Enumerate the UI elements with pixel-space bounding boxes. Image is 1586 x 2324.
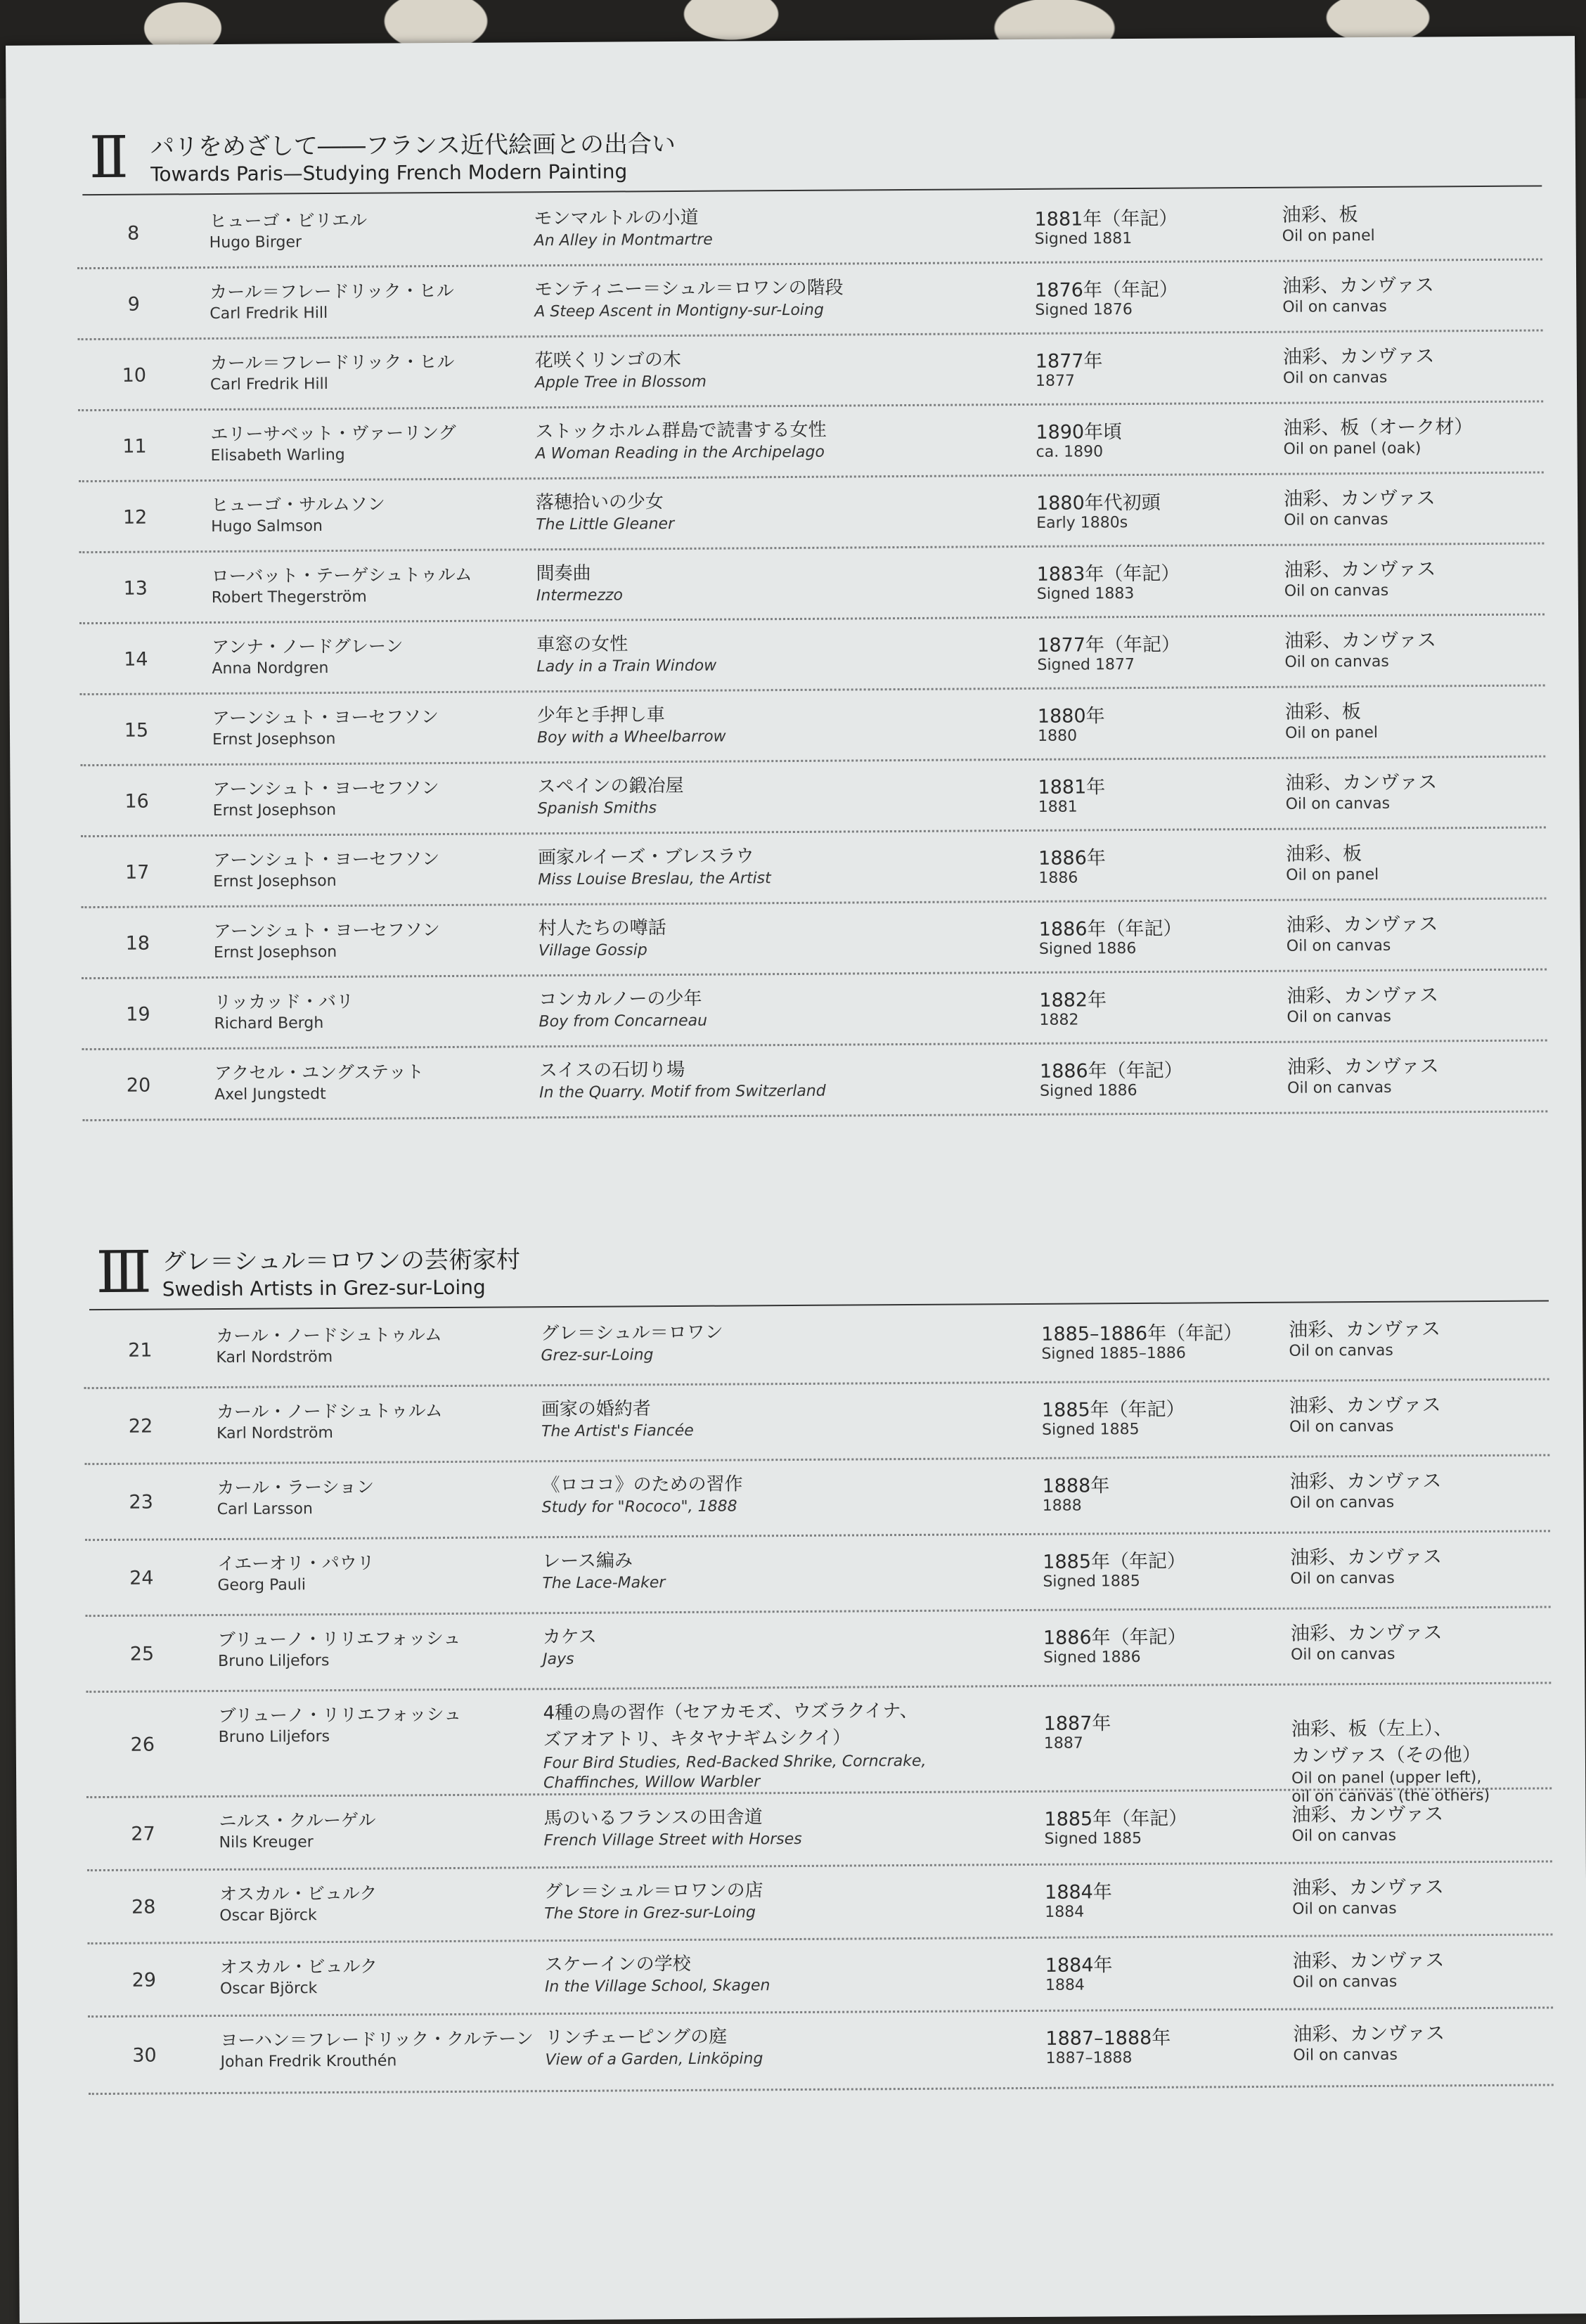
medium-ja: 油彩、カンヴァス: [1286, 913, 1438, 936]
title-en: The Artist's Fiancée: [541, 1421, 694, 1441]
title-ja: グレ＝シュル＝ロワン: [541, 1322, 723, 1345]
date-en: Signed 1885: [1043, 1572, 1140, 1591]
artwork-number: 12: [122, 506, 148, 529]
artist-name-en: Oscar Björck: [219, 1980, 318, 1999]
artwork-row: [10, 686, 1580, 767]
medium-ja-line2: カンヴァス（その他）: [1291, 1744, 1481, 1767]
artwork-row: [18, 1935, 1586, 2018]
title-en: A Steep Ascent in Montigny-sur-Loing: [534, 301, 824, 321]
artist-name-en: Ernst Josephson: [213, 943, 337, 962]
date-en: 1880: [1037, 727, 1078, 745]
artwork-number: 13: [123, 577, 148, 600]
medium-ja: 油彩、板（左上）、: [1291, 1717, 1453, 1741]
title-en: Spanish Smiths: [537, 799, 657, 818]
artist-name-en: Oscar Björck: [219, 1906, 317, 1925]
artist-name-en: Karl Nordström: [216, 1348, 333, 1367]
date-ja: 1877年: [1035, 350, 1103, 373]
title-ja: スペインの鍛冶屋: [537, 775, 684, 798]
date-en: 1888: [1042, 1497, 1082, 1515]
medium-en: Oil on panel (upper left),: [1291, 1769, 1482, 1788]
artwork-row: [16, 1786, 1586, 1872]
title-en: Lady in a Train Window: [536, 657, 717, 676]
artwork-number: 19: [126, 1003, 150, 1026]
date-ja: 1885年（年記）: [1044, 1807, 1188, 1831]
title-ja: 画家ルイーズ・ブレスラウ: [538, 846, 754, 869]
artist-name-ja: ヒューゴ・ビリエル: [209, 209, 368, 232]
date-ja: 1883年（年記）: [1036, 562, 1180, 586]
medium-en: Oil on canvas: [1284, 581, 1389, 600]
medium-en: Oil on canvas: [1290, 1645, 1395, 1664]
date-ja: 1880年: [1037, 705, 1105, 728]
artwork-row: [8, 544, 1578, 625]
title-en: An Alley in Montmartre: [534, 231, 713, 250]
title-en: The Store in Grez-sur-Loing: [544, 1904, 756, 1923]
medium-en: Oil on canvas: [1290, 1569, 1395, 1588]
medium-ja: 油彩、カンヴァス: [1290, 1622, 1443, 1645]
medium-ja: 油彩、板: [1282, 204, 1358, 226]
artwork-row: [15, 1532, 1585, 1618]
artwork-row: [6, 189, 1576, 270]
artwork-row: [8, 402, 1578, 483]
medium-en: Oil on canvas: [1286, 936, 1391, 955]
artwork-number: 10: [122, 364, 147, 387]
medium-en: Oil on canvas: [1289, 1417, 1394, 1436]
artist-name-en: Karl Nordström: [217, 1424, 333, 1443]
artist-name-en: Anna Nordgren: [212, 659, 329, 678]
artist-name-en: Carl Fredrik Hill: [209, 375, 328, 394]
date-ja: 1881年: [1038, 776, 1106, 799]
title-ja: 落穂拾いの少女: [535, 491, 664, 514]
artwork-number: 17: [124, 861, 150, 884]
title-ja: モンマルトルの小道: [534, 207, 699, 230]
artist-name-ja: アーンシュト・ヨーセフソン: [213, 919, 440, 942]
date-en: 1886: [1038, 869, 1078, 887]
title-ja: 画家の婚約者: [541, 1398, 651, 1421]
artist-name-en: Georg Pauli: [217, 1576, 307, 1595]
artwork-number: 29: [131, 1969, 157, 1991]
title-en: Apple Tree in Blossom: [534, 373, 707, 392]
medium-en: Oil on canvas: [1289, 1341, 1393, 1360]
date-en: 1877: [1035, 372, 1076, 390]
artist-name-en: Axel Jungstedt: [214, 1085, 326, 1104]
artist-name-ja: アーンシュト・ヨーセフソン: [212, 777, 439, 800]
title-en: Four Bird Studies, Red-Backed Shrike, Corncrake,: [543, 1752, 927, 1773]
date-en: 1884: [1045, 1903, 1085, 1921]
section-title-ja: グレ＝シュル＝ロワンの芸術家村: [162, 1246, 521, 1277]
artwork-row: [14, 1380, 1584, 1466]
section-numeral: Ⅲ: [96, 1239, 153, 1307]
artist-name-en: Hugo Birger: [209, 233, 302, 252]
artist-name-ja: ブリューノ・リリエフォッシュ: [217, 1627, 461, 1651]
title-ja: 花咲くリンゴの木: [534, 349, 681, 372]
section-title-en: Towards Paris—Studying French Modern Painting: [150, 160, 628, 186]
date-ja: 1886年（年記）: [1038, 917, 1182, 941]
artist-name-ja: オスカル・ビュルク: [219, 1883, 378, 1905]
artwork-number: 8: [127, 222, 140, 245]
catalogue-page: [6, 36, 1586, 2323]
title-ja: 少年と手押し車: [536, 704, 665, 727]
date-ja: 1876年（年記）: [1035, 278, 1178, 302]
artist-name-en: Nils Kreuger: [219, 1833, 314, 1852]
date-ja: 1886年（年記）: [1039, 1059, 1183, 1083]
title-en: Grez-sur-Loing: [541, 1346, 654, 1365]
artist-name-ja: カール＝フレードリック・ヒル: [209, 280, 454, 303]
artist-name-en: Ernst Josephson: [213, 872, 337, 891]
medium-ja: 油彩、カンヴァス: [1293, 2022, 1445, 2046]
title-en: Jays: [542, 1650, 574, 1669]
artwork-number: 23: [129, 1491, 153, 1513]
artwork-number: 16: [124, 790, 149, 813]
date-ja: 1886年（年記）: [1043, 1626, 1187, 1649]
title-ja: 車窓の女性: [536, 633, 628, 656]
artwork-number: 28: [131, 1896, 156, 1918]
row-divider: [89, 2084, 1554, 2095]
title-ja: ストックホルム群島で読書する女性: [535, 419, 827, 443]
title-en: In the Quarry. Motif from Switzerland: [539, 1082, 826, 1102]
section-3: [13, 1203, 1582, 2072]
artist-name-en: Robert Thegerström: [211, 588, 367, 607]
medium-en: Oil on panel: [1284, 723, 1379, 742]
title-ja: 馬のいるフランスの田舎道: [543, 1807, 763, 1830]
title-en: Village Gossip: [538, 941, 647, 960]
medium-ja: 油彩、カンヴァス: [1289, 1394, 1441, 1417]
artist-name-ja: ブリューノ・リリエフォッシュ: [218, 1703, 462, 1726]
medium-en: Oil on panel (oak): [1283, 439, 1421, 458]
medium-ja: 油彩、カンヴァス: [1290, 1546, 1443, 1569]
artist-name-ja: リッカッド・バリ: [214, 990, 354, 1013]
artist-name-en: Bruno Liljefors: [218, 1728, 330, 1747]
title-ja: レース編み: [542, 1550, 633, 1573]
medium-ja: 油彩、カンヴァス: [1284, 629, 1437, 652]
medium-ja: 油彩、板: [1284, 701, 1361, 723]
date-en: Signed 1885: [1044, 1829, 1142, 1848]
date-ja: 1886年: [1038, 847, 1106, 870]
title-ja: 《ロココ》のための習作: [541, 1473, 743, 1497]
artwork-number: 25: [129, 1643, 155, 1665]
date-ja: 1885–1886年（年記）: [1041, 1322, 1243, 1345]
artist-name-ja: カール＝フレードリック・ヒル: [209, 351, 455, 374]
artwork-row: [14, 1456, 1584, 1542]
artist-name-ja: カール・ノードシュトゥルム: [216, 1400, 443, 1423]
artist-name-ja: オスカル・ビュルク: [219, 1956, 378, 1978]
date-ja: 1887年: [1043, 1712, 1111, 1735]
artist-name-ja: ローバット・テーゲシュトゥルム: [211, 564, 472, 587]
date-ja: 1885年（年記）: [1043, 1550, 1187, 1573]
artwork-row: [15, 1608, 1585, 1693]
artwork-row: [12, 1041, 1582, 1122]
artwork-number: 27: [131, 1823, 155, 1845]
artwork-number: 30: [132, 2044, 157, 2067]
artist-name-en: Ernst Josephson: [212, 801, 337, 820]
medium-en: Oil on canvas: [1282, 297, 1387, 316]
artwork-row: [17, 1862, 1586, 1945]
date-en: Signed 1877: [1037, 656, 1135, 674]
medium-en: Oil on canvas: [1287, 1078, 1392, 1097]
medium-ja: 油彩、カンヴァス: [1287, 1055, 1439, 1078]
medium-en: Oil on canvas: [1292, 1899, 1397, 1918]
artwork-row: [13, 1304, 1583, 1390]
date-en: 1881: [1038, 798, 1078, 816]
title-en: The Little Gleaner: [536, 515, 675, 534]
medium-ja: 油彩、カンヴァス: [1283, 487, 1436, 510]
artist-name-ja: カール・ラーション: [217, 1476, 375, 1499]
title-en-line2: Chaffinches, Willow Warbler: [543, 1773, 761, 1793]
artwork-number: 18: [125, 932, 150, 955]
medium-en: Oil on canvas: [1282, 368, 1388, 387]
date-en: Early 1880s: [1036, 514, 1128, 532]
title-en: The Lace-Maker: [542, 1574, 666, 1593]
date-ja: 1887–1888年: [1045, 2027, 1171, 2050]
title-ja: 村人たちの噂話: [538, 917, 666, 940]
title-en: View of a Garden, Linköping: [545, 2050, 763, 2070]
date-en: ca. 1890: [1036, 443, 1104, 461]
artist-name-en: Carl Fredrik Hill: [209, 304, 328, 323]
artwork-number: 15: [124, 719, 149, 742]
artwork-row: [11, 828, 1580, 909]
date-ja: 1884年: [1045, 1881, 1112, 1904]
medium-ja: 油彩、カンヴァス: [1292, 1949, 1445, 1973]
artwork-number: 9: [127, 293, 140, 316]
title-ja: モンティニー＝シュル＝ロワンの階段: [534, 277, 844, 301]
date-ja: 1877年（年記）: [1037, 633, 1181, 657]
medium-en: Oil on canvas: [1285, 794, 1391, 813]
section-title-en: Swedish Artists in Grez-sur-Loing: [162, 1275, 486, 1301]
medium-en: Oil on canvas: [1292, 1973, 1398, 1991]
title-en: In the Village School, Skagen: [544, 1977, 771, 1996]
artist-name-ja: エリーサベット・ヴァーリング: [210, 422, 456, 445]
title-ja: コンカルノーの少年: [539, 988, 702, 1011]
artist-name-ja: ニルス・クルーゲル: [219, 1809, 376, 1832]
artwork-number: 21: [128, 1339, 153, 1362]
date-ja: 1881年（年記）: [1034, 207, 1178, 231]
date-en: 1887: [1043, 1734, 1083, 1752]
medium-ja: 油彩、板: [1285, 843, 1362, 865]
section-numeral: Ⅱ: [89, 124, 129, 192]
artwork-number: 20: [126, 1074, 151, 1097]
medium-en: Oil on canvas: [1289, 1493, 1395, 1512]
artist-name-ja: イエーオリ・パウリ: [217, 1552, 375, 1575]
artwork-row: [10, 757, 1580, 838]
medium-en: Oil on canvas: [1287, 1007, 1391, 1026]
medium-ja: 油彩、カンヴァス: [1282, 274, 1434, 297]
artwork-row: [7, 260, 1577, 341]
medium-ja: 油彩、板（オーク材）: [1283, 416, 1474, 439]
artist-name-ja: アーンシュト・ヨーセフソン: [213, 848, 440, 871]
date-en: Signed 1881: [1034, 230, 1133, 248]
title-en: Miss Louise Breslau, the Artist: [538, 870, 771, 889]
artwork-row: [18, 2008, 1586, 2096]
artwork-row: [9, 615, 1579, 696]
date-en: Signed 1885: [1042, 1421, 1140, 1439]
date-ja: 1884年: [1045, 1954, 1113, 1977]
date-en: Signed 1876: [1035, 301, 1133, 319]
artist-name-ja: カール・ノードシュトゥルム: [216, 1324, 442, 1347]
title-en: A Woman Reading in the Archipelago: [535, 443, 825, 463]
title-ja: リンチェーピングの庭: [545, 2026, 728, 2049]
medium-ja: 油彩、カンヴァス: [1287, 984, 1439, 1007]
medium-en: Oil on panel: [1286, 865, 1379, 884]
medium-ja: 油彩、カンヴァス: [1282, 345, 1435, 368]
title-ja: グレ＝シュル＝ロワンの店: [543, 1880, 763, 1903]
artist-name-en: Hugo Salmson: [211, 517, 323, 536]
section-title-ja: パリをめざして――フランス近代絵画との出合い: [150, 129, 676, 162]
artwork-number: 24: [129, 1567, 154, 1589]
date-en: Signed 1886: [1043, 1648, 1141, 1667]
medium-en: Oil on panel: [1282, 226, 1375, 245]
title-ja: 間奏曲: [536, 562, 591, 585]
artist-name-ja: ヒューゴ・サルムソン: [210, 493, 385, 516]
medium-ja: 油彩、カンヴァス: [1291, 1876, 1444, 1899]
title-en: Boy from Concarneau: [539, 1012, 708, 1031]
artist-name-ja: ヨーハン＝フレードリック・クルテーン: [220, 2028, 534, 2051]
medium-ja: 油彩、カンヴァス: [1289, 1470, 1442, 1493]
artwork-number: 22: [128, 1415, 153, 1438]
title-en: Boy with a Wheelbarrow: [536, 728, 726, 747]
date-en: 1887–1888: [1045, 2049, 1133, 2067]
artwork-row: [8, 331, 1578, 412]
medium-en: Oil on canvas: [1293, 2046, 1398, 2065]
medium-ja: 油彩、カンヴァス: [1285, 771, 1438, 794]
artist-name-en: Carl Larsson: [217, 1500, 313, 1519]
artist-name-ja: アーンシュト・ヨーセフソン: [212, 706, 439, 729]
medium-en: Oil on canvas: [1284, 652, 1389, 671]
medium-en: Oil on canvas: [1284, 510, 1388, 529]
artwork-number: 11: [122, 435, 147, 458]
medium-ja: 油彩、カンヴァス: [1289, 1318, 1441, 1341]
date-ja: 1888年: [1042, 1475, 1110, 1497]
title-ja: スケーインの学校: [544, 1953, 691, 1976]
row-divider: [82, 1110, 1547, 1121]
title-en: Study for "Rococo", 1888: [541, 1497, 737, 1517]
artist-name-en: Elisabeth Warling: [210, 446, 345, 465]
date-en: Signed 1886: [1040, 1082, 1137, 1100]
title-en: French Village Street with Horses: [543, 1830, 802, 1850]
date-ja: 1880年代初頭: [1036, 491, 1161, 515]
artist-name-ja: アクセル・ユングステット: [214, 1061, 425, 1084]
date-ja: 1882年: [1039, 989, 1107, 1012]
date-en: 1882: [1039, 1011, 1079, 1029]
artwork-row: [11, 899, 1581, 980]
artist-name-en: Ernst Josephson: [212, 730, 336, 749]
date-ja: 1885年（年記）: [1041, 1398, 1185, 1421]
artist-name-ja: アンナ・ノードグレーン: [212, 635, 404, 658]
title-ja-line2: ズアオアトリ、キタヤナギムシクイ）: [543, 1727, 851, 1751]
title-ja: スイスの石切り場: [539, 1059, 685, 1082]
date-en: Signed 1886: [1038, 940, 1137, 958]
title-en: Intermezzo: [536, 586, 624, 605]
date-en: Signed 1885–1886: [1041, 1344, 1186, 1363]
date-en: Signed 1883: [1036, 585, 1135, 603]
medium-en-line2: oil on canvas (the others): [1291, 1786, 1490, 1806]
title-ja: カケス: [542, 1626, 597, 1648]
artwork-row: [11, 970, 1581, 1051]
artist-name-en: Bruno Liljefors: [217, 1652, 330, 1671]
date-ja: 1890年頃: [1036, 421, 1123, 444]
date-en: 1884: [1045, 1976, 1085, 1994]
artwork-number: 14: [124, 648, 148, 671]
artwork-row: [8, 473, 1578, 554]
artwork-number: 26: [130, 1734, 155, 1756]
medium-ja: 油彩、カンヴァス: [1284, 558, 1436, 581]
artist-name-en: Johan Fredrik Krouthén: [220, 2052, 397, 2072]
title-ja: 4種の鳥の習作（セアカモズ、ウズラクイナ、: [543, 1700, 918, 1724]
medium-en: Oil on canvas: [1291, 1826, 1397, 1845]
artwork-row: [15, 1684, 1585, 1806]
artist-name-en: Richard Bergh: [214, 1014, 324, 1033]
medium-ja: 油彩、カンヴァス: [1291, 1803, 1444, 1826]
